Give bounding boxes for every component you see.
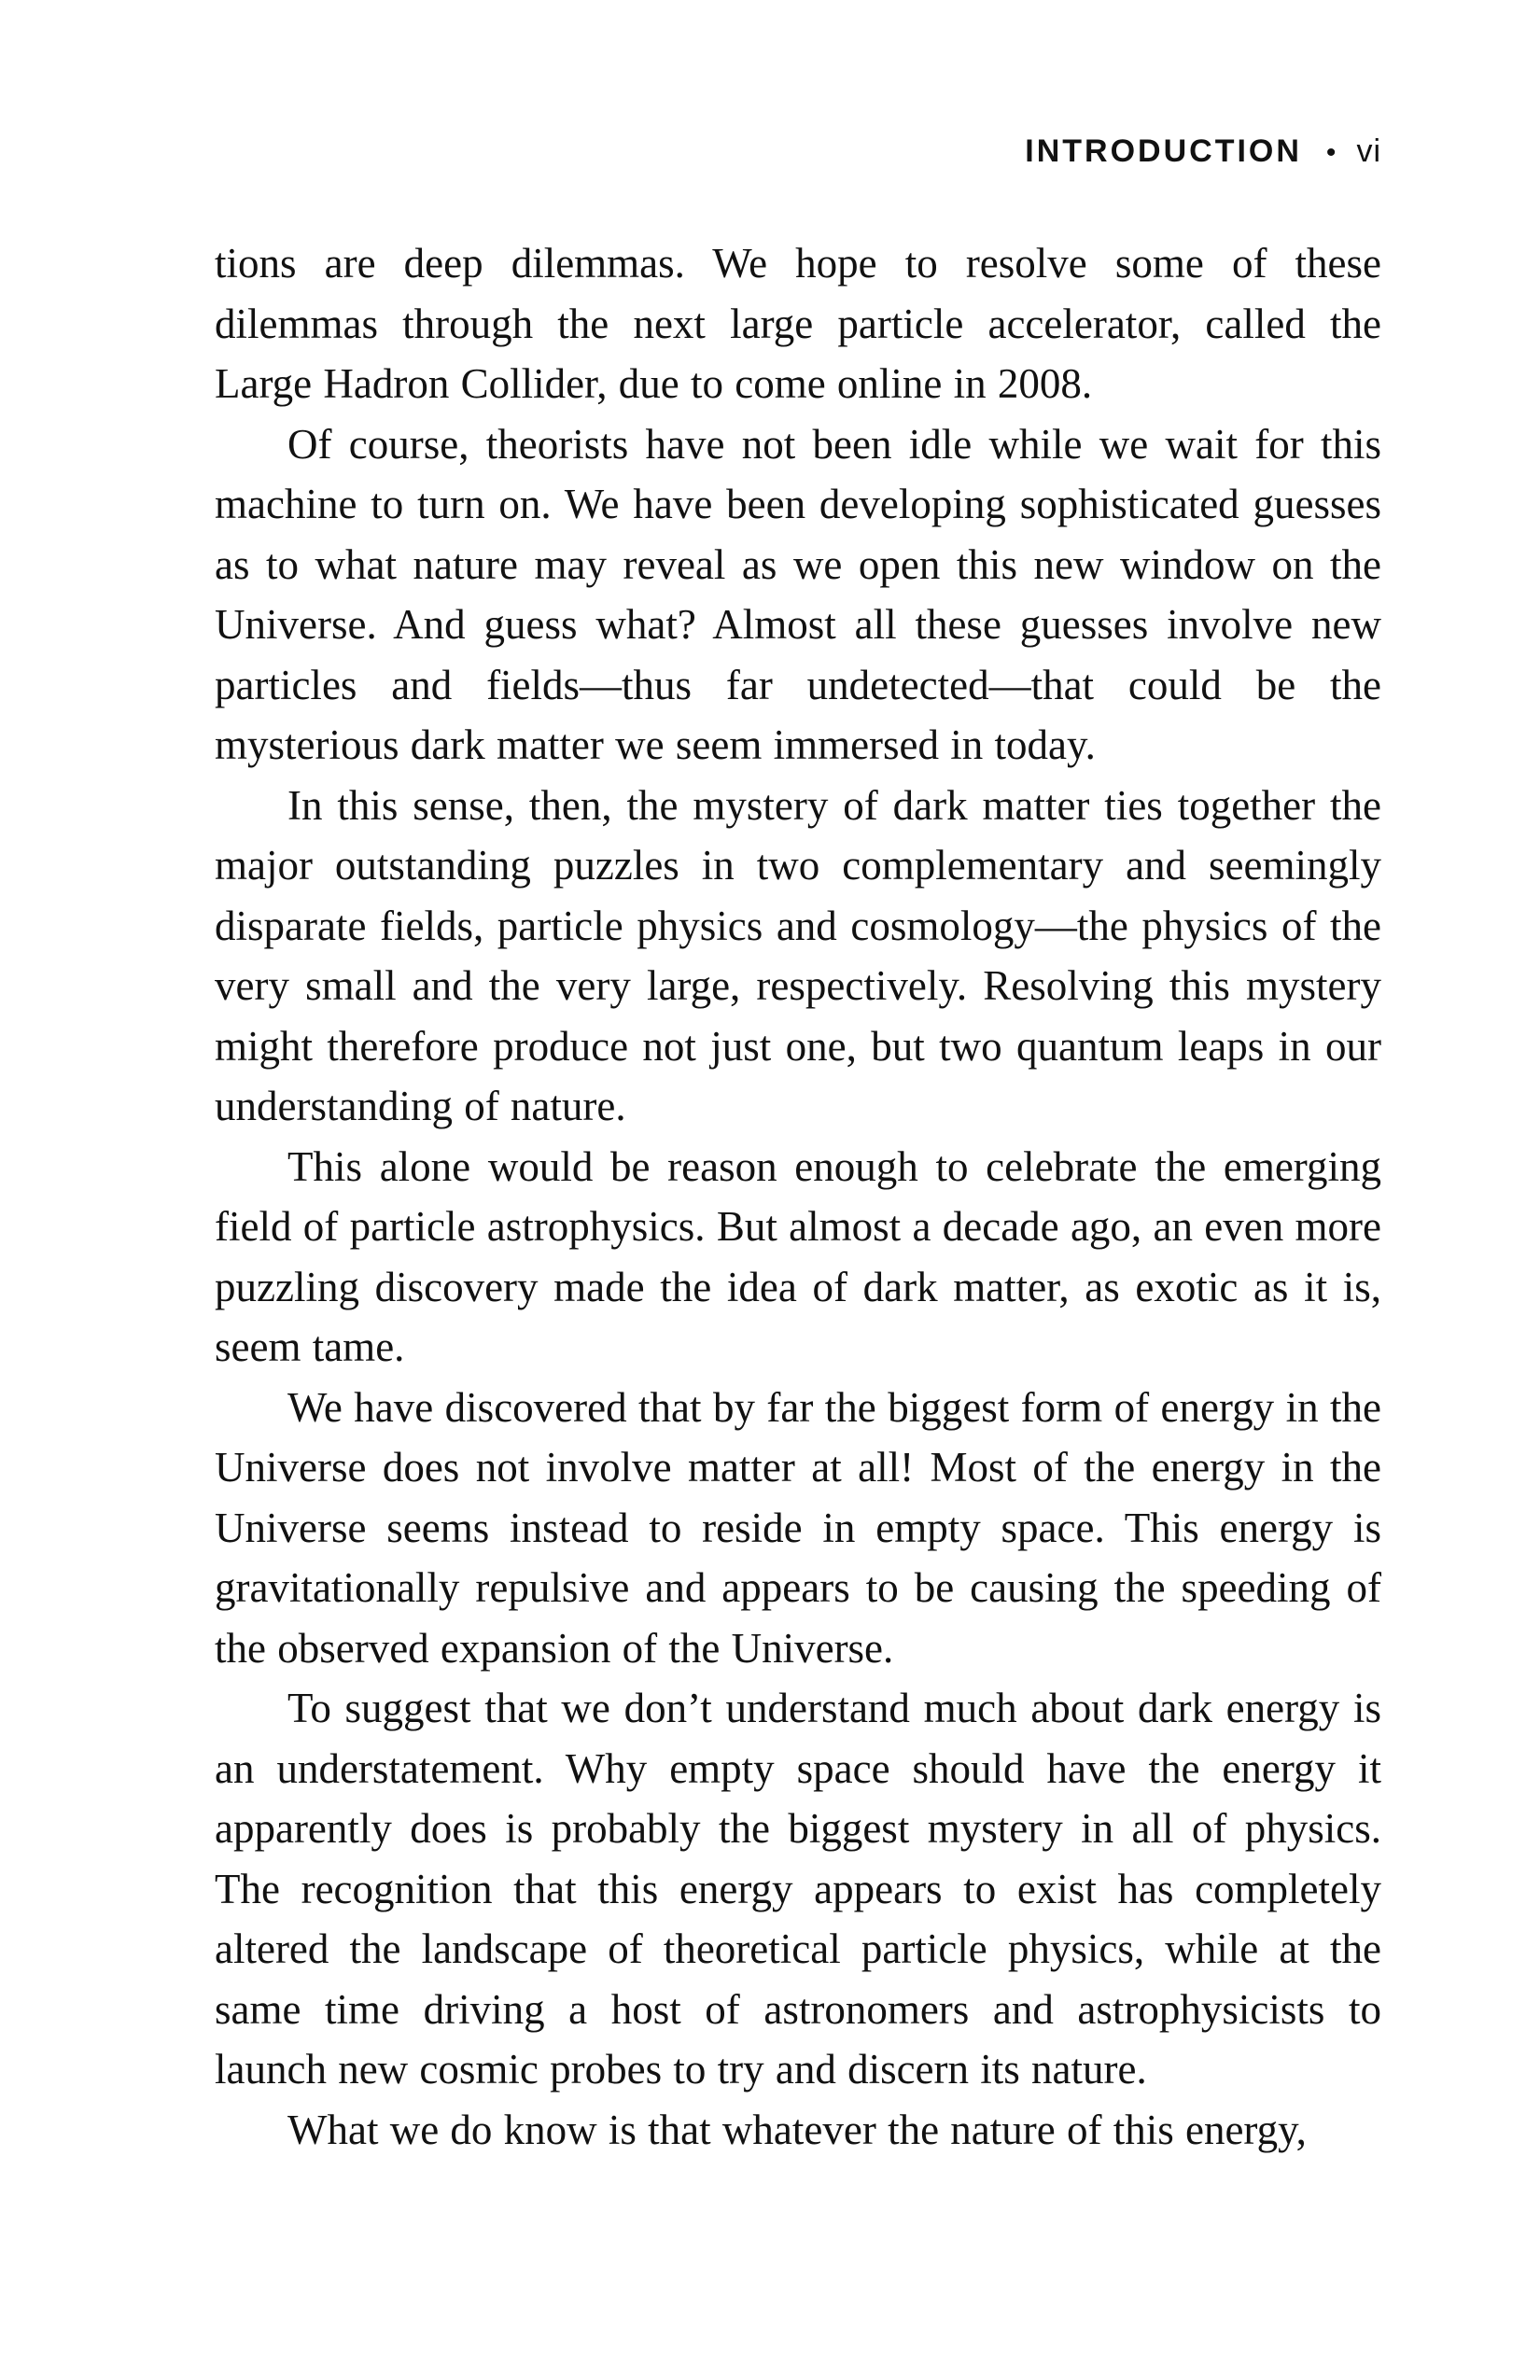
paragraph: In this sense, then, the mystery of dark matter ties together the major outstanding puzzles in two complementary and seemingly disparate fields, particle physics and cosmology—the physics of the very small and the very large, respectively. Resolving this mystery might therefore produce not just one, but two quantum leaps in our understanding of nature. [215,781,1381,1129]
paragraph: This alone would be reason enough to celebrate the emerging field of particle astrophysics. But almost a decade ago, an even more puzzling discovery made the idea of dark matter, as exotic as it is, seem tame. [215,1142,1381,1370]
paragraph: To suggest that we don’t understand much about dark energy is an understatement. Why empty space should have the energy it apparently does is probably the biggest mystery in all of physics. The recognition that this energy appears to exist has completely altered the landscape of theoretical particle physics, while at the same time driving a host of astronomers and astrophysicists to launch new cosmic probes to try and discern its nature. [215,1685,1381,2093]
section-title: INTRODUCTION [1025,133,1302,169]
body-text [215,233,1381,2160]
running-head [1025,131,1381,174]
page-number: vi [1356,133,1381,169]
paragraph: What we do know is that whatever the nature of this energy, [287,2106,1307,2153]
bullet-separator: • [1325,137,1337,168]
paragraph: Of course, theorists have not been idle while we wait for this machine to turn on. We have been developing sophisticated guesses as to what nature may reveal as we open this new window on the Universe. And guess what? Almost all these guesses involve new particles and fields—thus far undetected—that could be the mysterious dark matter we seem immersed in today. [215,420,1381,768]
paragraph-continued: tions are deep dilemmas. We hope to resolve some of these dilemmas through the next large particle accelerator, called the Large Hadron Collider, due to come online in 2008. [215,240,1381,407]
paragraph: We have discovered that by far the biggest form of energy in the Universe does not involve matter at all! Most of the energy in the Universe seems instead to reside in empty space. This energy is gravitationally repulsive and appears to be causing the speeding of the observed expansion of the Universe. [215,1383,1381,1672]
